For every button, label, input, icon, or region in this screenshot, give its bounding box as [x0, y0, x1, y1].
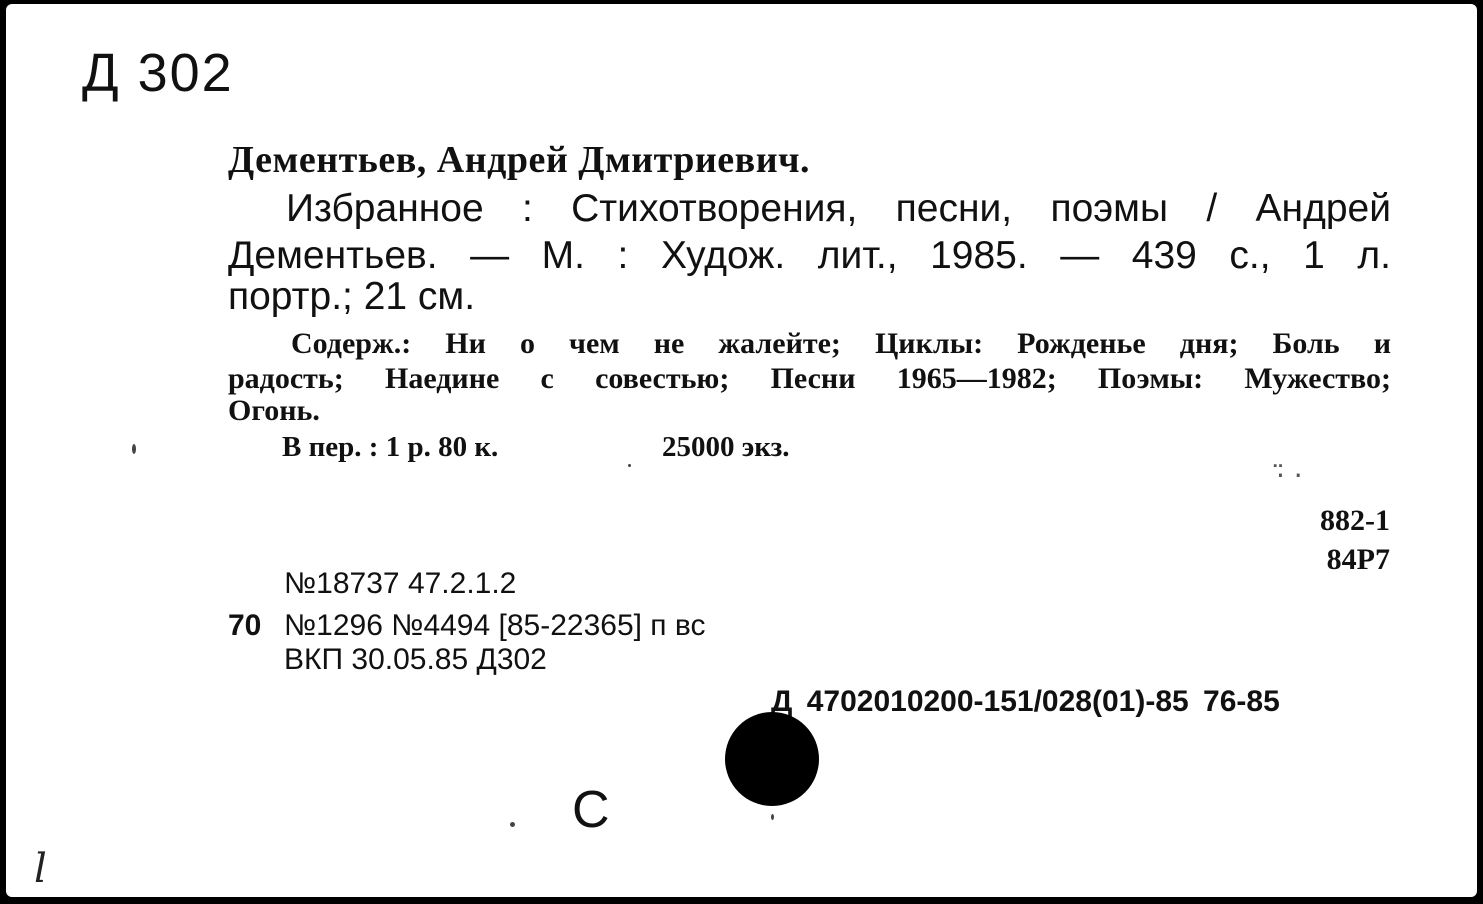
- dust-speck: [132, 444, 136, 454]
- catalog-card: [6, 4, 1477, 897]
- imprint-line: №18737 47.2.1.2: [284, 567, 517, 600]
- imprint-line: ВКП 30.05.85 Д302: [284, 643, 547, 676]
- dust-speck: [771, 814, 774, 820]
- imprint-line: №1296 №4494 [85-22365] п вс: [284, 609, 706, 642]
- stamp-letter: С: [572, 781, 610, 839]
- print-run: 25000 экз.: [662, 431, 790, 463]
- author-heading: Дементьев, Андрей Дмитриевич.: [228, 139, 811, 181]
- classification-code: 84Р7: [1326, 543, 1390, 576]
- dust-speck: [510, 822, 515, 827]
- price-binding: В пер. : 1 р. 80 к.: [282, 431, 499, 463]
- punch-hole: [725, 712, 819, 806]
- pencil-mark: l: [34, 846, 47, 892]
- contents-note: Огонь.: [228, 394, 320, 427]
- contents-note: радость; Наедине с совестью; Песни 1965—1982; Поэмы: Мужество;: [228, 362, 1391, 395]
- title-line: Избранное : Стихотворения, песни, поэмы / Андрей: [286, 187, 1391, 230]
- publisher-code: Д 4702010200-151/028(01)-85 76-85: [771, 685, 1280, 718]
- contents-note: Содерж.: Ни о чем не жалейте; Циклы: Рожденье дня; Боль и: [291, 327, 1391, 360]
- classification-code: 882-1: [1320, 504, 1390, 537]
- call-number: Д 302: [82, 43, 234, 103]
- imprint-number: 70: [228, 609, 262, 642]
- title-line: портр.; 21 см.: [228, 275, 476, 318]
- title-line: Дементьев. — М. : Худож. лит., 1985. — 439 с., 1 л.: [228, 234, 1391, 277]
- smudge-mark: ·̈ ·: [1276, 459, 1303, 492]
- dust-speck: [628, 464, 631, 467]
